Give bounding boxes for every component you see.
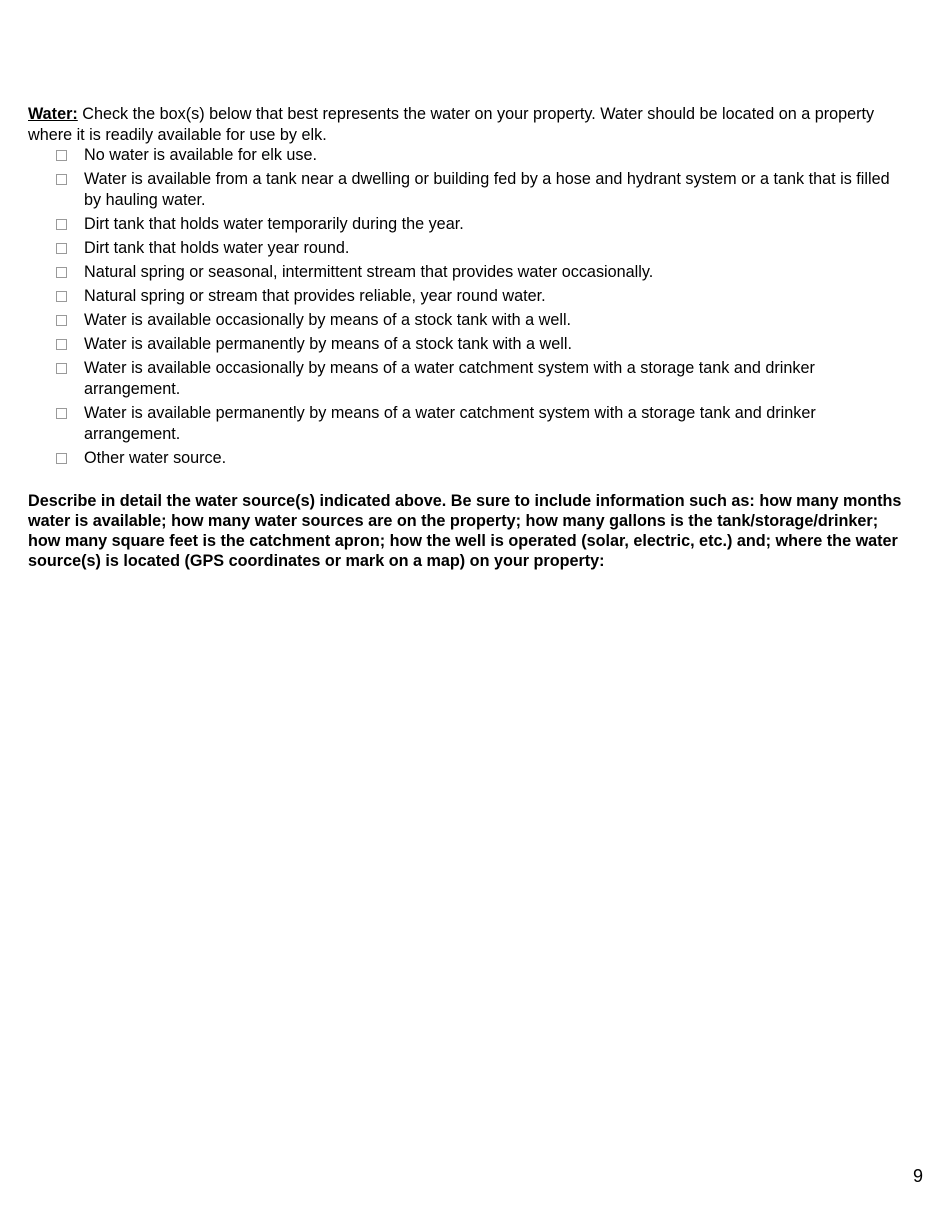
- water-option: [0, 286, 899, 307]
- water-option-checkbox[interactable]: [56, 174, 67, 185]
- water-option-checkbox[interactable]: [56, 150, 67, 161]
- water-option-checkbox[interactable]: [56, 453, 67, 464]
- water-option-label: No water is available for elk use.: [84, 146, 318, 164]
- water-label: Water:: [28, 105, 78, 123]
- water-option-checkbox[interactable]: [56, 339, 67, 350]
- water-option-label: Water is available occasionally by means of a water catchment system with a storage tank and drinker arrangement.: [84, 359, 815, 398]
- water-instructions: Check the box(s) below that best represents the water on your property. Water should be located on a property where it is readily available for use by elk.: [28, 105, 875, 144]
- water-option: [0, 334, 899, 355]
- water-option-checkbox[interactable]: [56, 243, 67, 254]
- water-option: [0, 358, 899, 400]
- page-number: 9: [912, 1166, 923, 1186]
- describe-prompt: Describe in detail the water source(s) indicated above. Be sure to include information such as: how many months water is available; how many water sources are on the property; how many gallons is the tank/storage/drinker; how many square feet is the catchment apron; how the well is operated (solar, electric, etc.) and; where the water source(s) is located (GPS coordinates or mark on a map) on your property:: [28, 492, 902, 570]
- water-option-label: Water is available occasionally by means of a stock tank with a well.: [84, 311, 572, 329]
- water-option-label: Water is available permanently by means of a stock tank with a well.: [84, 335, 572, 353]
- water-option-label: Natural spring or seasonal, intermittent stream that provides water occasionally.: [84, 263, 654, 281]
- water-option-checkbox[interactable]: [56, 363, 67, 374]
- water-option: [0, 262, 899, 283]
- water-option-checkbox[interactable]: [56, 219, 67, 230]
- water-intro: [28, 104, 908, 146]
- water-option-checkbox[interactable]: [56, 291, 67, 302]
- water-option-label: Water is available from a tank near a dwelling or building fed by a hose and hydrant system or a tank that is filled by hauling water.: [84, 170, 890, 209]
- water-option-label: Natural spring or stream that provides reliable, year round water.: [84, 287, 546, 305]
- water-option-checkbox[interactable]: [56, 408, 67, 419]
- water-option-checkbox[interactable]: [56, 315, 67, 326]
- water-option-label: Water is available permanently by means of a water catchment system with a storage tank and drinker arrangement.: [84, 404, 816, 443]
- water-option: [0, 310, 899, 331]
- water-option: [0, 169, 899, 211]
- water-option: [0, 238, 899, 259]
- water-option-label: Dirt tank that holds water year round.: [84, 239, 350, 257]
- water-option: [0, 448, 899, 469]
- water-option-label: Dirt tank that holds water temporarily during the year.: [84, 215, 464, 233]
- water-options-list: [0, 145, 950, 472]
- water-option: [0, 214, 899, 235]
- water-option: [0, 403, 899, 445]
- water-option: [0, 145, 899, 166]
- water-option-label: Other water source.: [84, 449, 227, 467]
- water-option-checkbox[interactable]: [56, 267, 67, 278]
